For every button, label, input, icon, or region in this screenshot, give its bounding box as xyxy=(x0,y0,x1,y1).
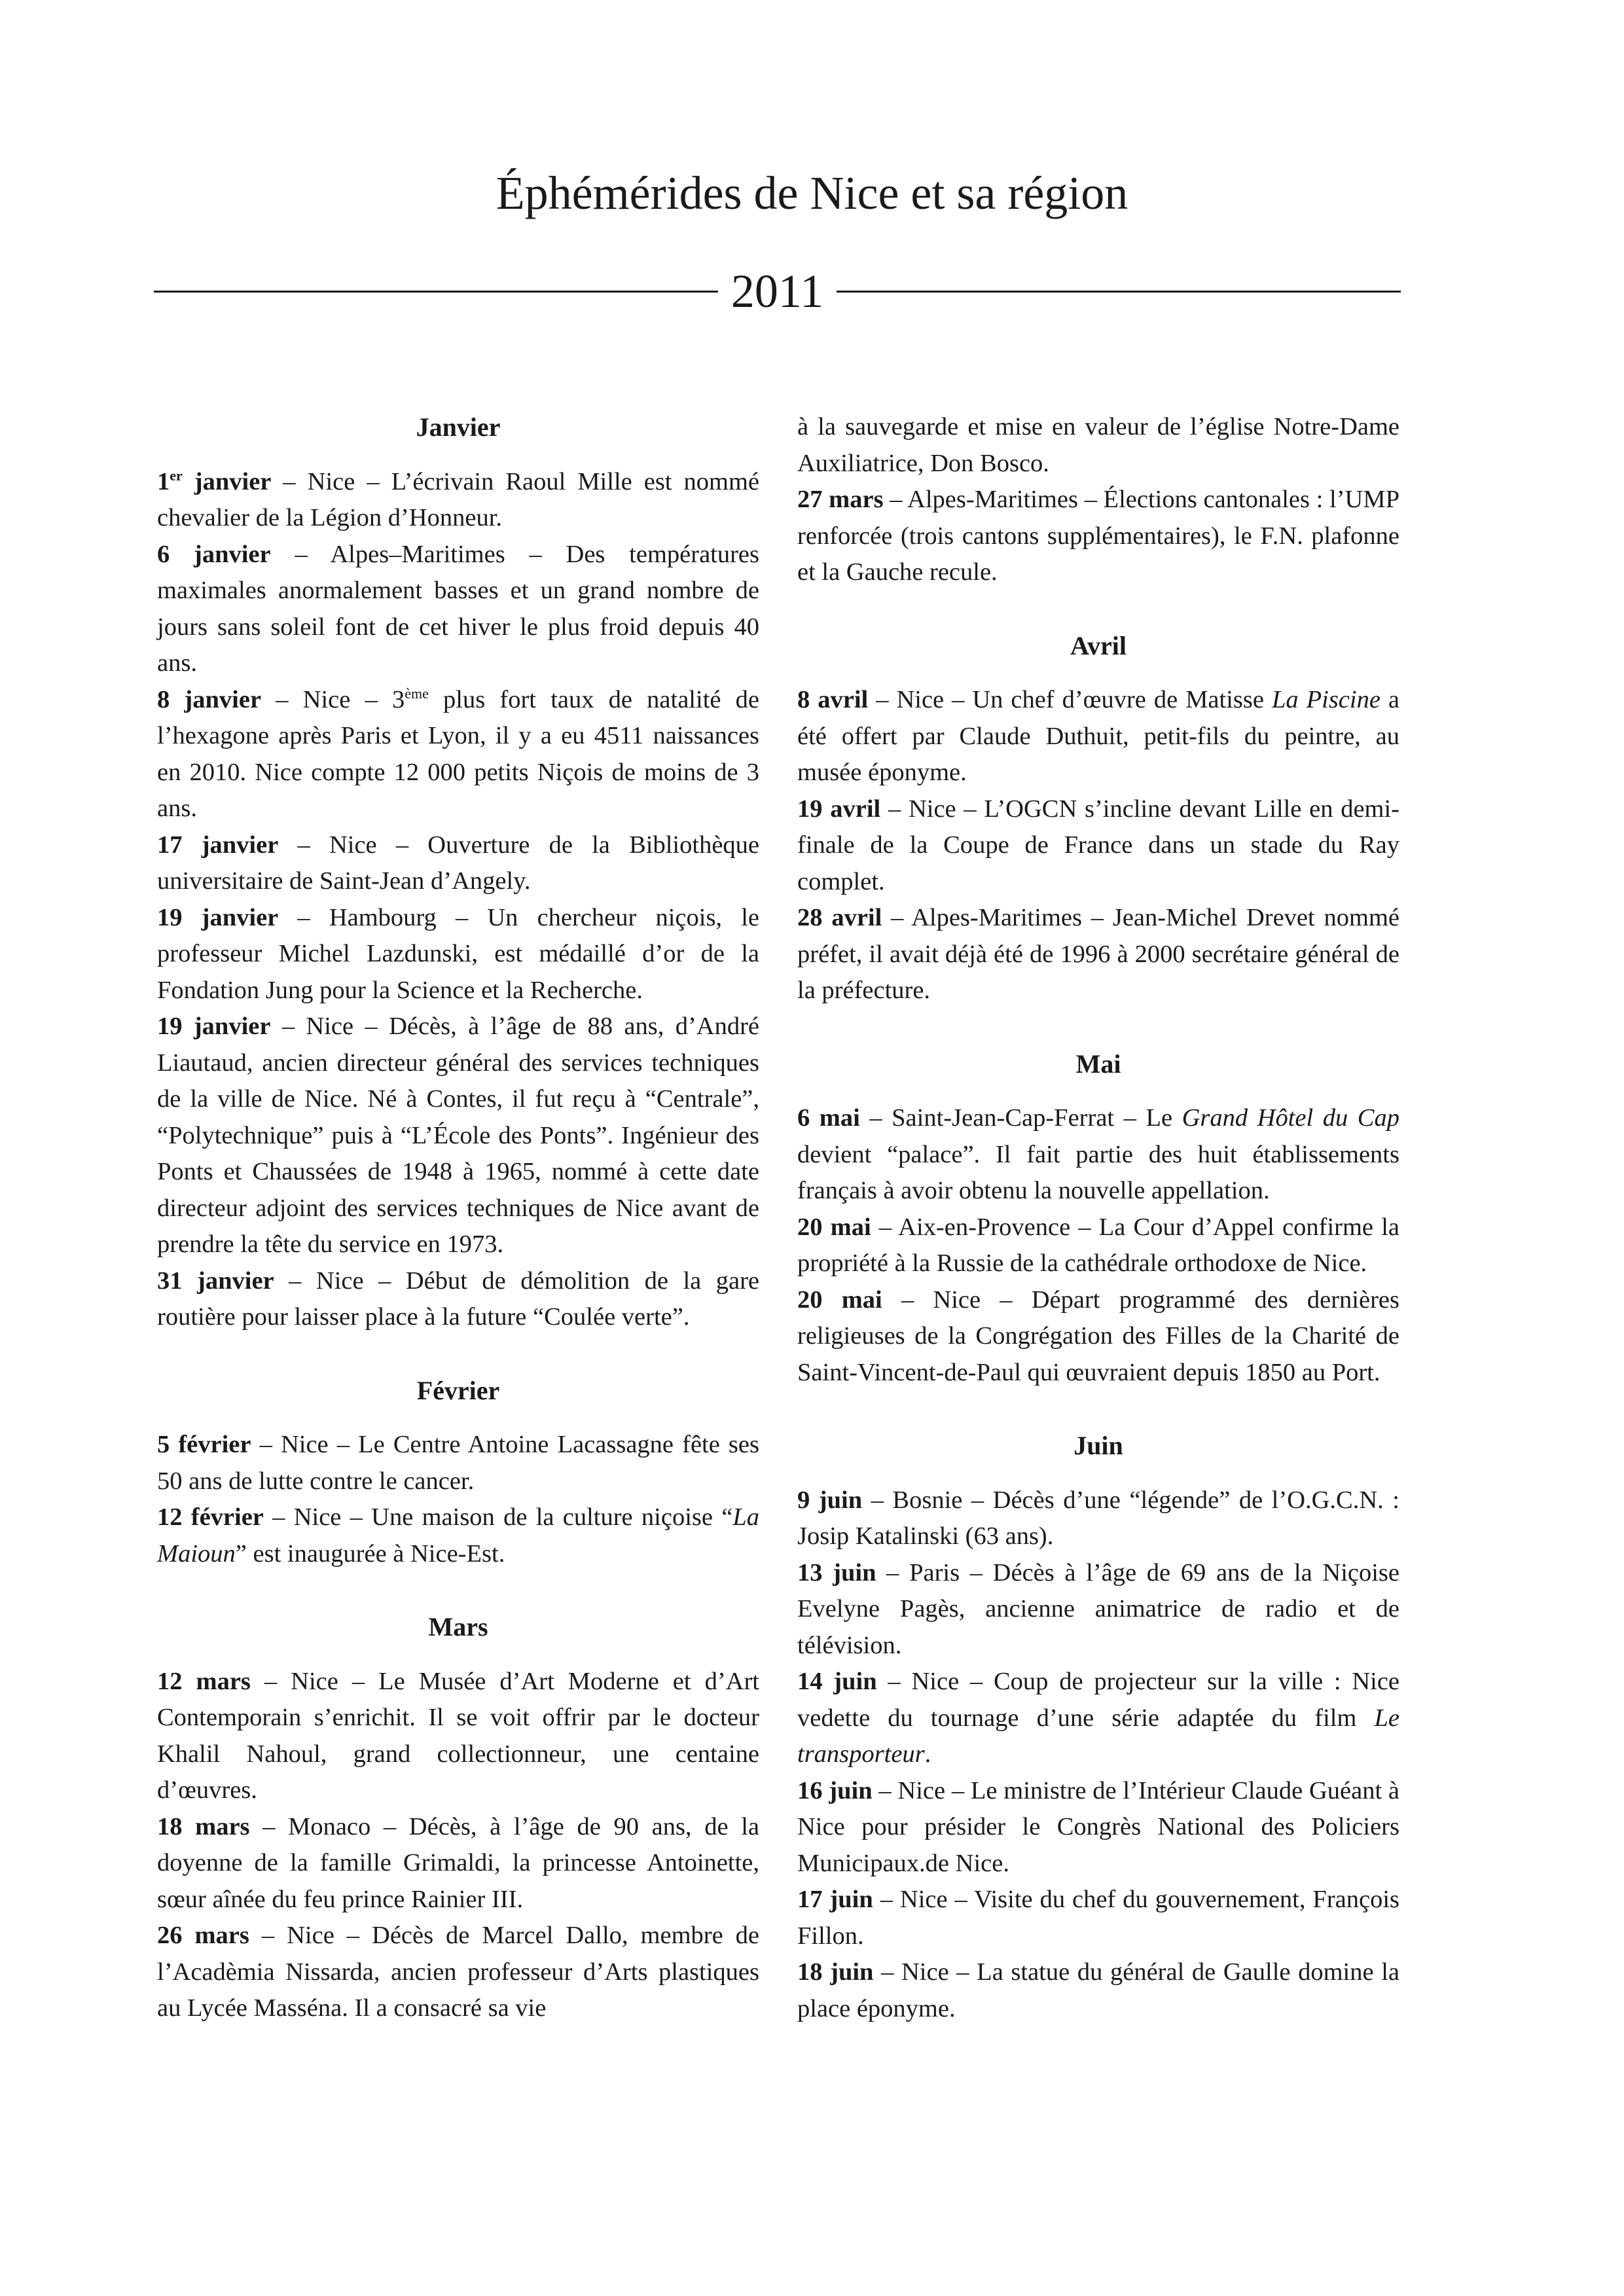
month-heading: Mars xyxy=(428,1612,488,1641)
chronology-entry xyxy=(157,682,759,827)
chronology-entry xyxy=(157,1918,759,2027)
chronology-entry xyxy=(797,1482,1399,1555)
entry-text: – Bosnie – Décès d’une “légende” de l’O.G.C.N. : Josip Katalinski (63 ans). xyxy=(797,1486,1400,1550)
entry-text: – Nice – La statue du général de Gaulle domine la place éponyme. xyxy=(797,1958,1400,2022)
entry-title-italic: La Maioun xyxy=(157,1503,760,1568)
chronology-entry xyxy=(157,537,759,682)
entry-date: 18 juin xyxy=(797,1958,874,1986)
chronology-entry xyxy=(797,482,1399,591)
section-spacer xyxy=(157,1572,759,1609)
entry-text: – Nice – Coup de projecteur sur la ville : Nice vedette du tournage d’une série adaptée du film xyxy=(797,1668,1399,1732)
chronology-entry xyxy=(157,1263,759,1336)
left-rule xyxy=(154,291,718,293)
chronology-entry xyxy=(797,409,1399,482)
entry-text: – Nice – Départ programmé des dernières religieuses de la Congrégation des Filles de la Charité de Saint-Vincent-de-Paul qui œuvraient depuis 1850 au Port. xyxy=(797,1285,1399,1386)
year-heading: 2011 xyxy=(731,265,824,317)
chronology-entry xyxy=(797,1664,1399,1773)
entry-date: 9 juin xyxy=(797,1486,863,1514)
section-spacer xyxy=(157,1408,759,1427)
entry-text: – Alpes-Maritimes – Jean-Michel Drevet nommé préfet, il avait déjà été de 1996 à 2000 secrétaire général de la préfecture. xyxy=(797,904,1400,1004)
entry-text: – Nice – Le ministre de l’Intérieur Claude Guéant à Nice pour présider le Congrès National des Policiers Municipaux.de Nice. xyxy=(797,1776,1400,1877)
chronology-entry xyxy=(797,1555,1399,1664)
entry-date: 20 mai xyxy=(797,1285,882,1314)
entry-text: – Nice – Décès de Marcel Dallo, membre de l’Acadèmia Nissarda, ancien professeur d’Arts plastiques au Lycée Masséna. Il a consacré sa vie xyxy=(157,1922,759,2022)
date-suffix: er xyxy=(170,467,183,484)
chronology-entry xyxy=(157,1499,759,1572)
section-spacer xyxy=(157,446,759,464)
entry-text: à la sauvegarde et mise en valeur de l’église Notre-Dame Auxiliatrice, Don Bosco. xyxy=(797,413,1399,477)
section-spacer xyxy=(797,1391,1399,1427)
entry-date: 12 février xyxy=(157,1503,264,1531)
entry-text: – Nice – Le Musée d’Art Moderne et d’Art Contemporain s’enrichit. Il se voit offrir par le docteur Khalil Nahoul, grand collectionneur, une centaine d’œuvres. xyxy=(157,1667,759,1804)
section-spacer xyxy=(797,1009,1399,1046)
entry-text: devient “palace”. Il fait partie des huit établissements français à avoir obtenu la nouvelle appellation. xyxy=(797,1140,1399,1204)
entry-date: 1er janvier xyxy=(157,467,272,495)
right-rule xyxy=(837,291,1401,293)
entry-text: plus fort taux de natalité de l’hexagone après Paris et Lyon, il y a eu 4511 naissances en 2010. Nice compte 12 000 petits Niçois de moins de 3 ans. xyxy=(157,685,760,822)
page-title: Éphémérides de Nice et sa région xyxy=(496,167,1128,219)
entry-date: 6 janvier xyxy=(157,540,271,568)
entry-text: – Nice – Visite du chef du gouvernement, François Fillon. xyxy=(797,1886,1399,1950)
chronology-entry xyxy=(157,827,759,900)
month-heading: Février xyxy=(416,1375,500,1405)
entry-text: – Paris – Décès à l’âge de 69 ans de la Niçoise Evelyne Pagès, ancienne animatrice de radio et de télévision. xyxy=(797,1558,1399,1659)
entry-date: 27 mars xyxy=(797,486,884,513)
month-heading: Avril xyxy=(1070,630,1127,660)
entry-text: ” est inaugurée à Nice-Est. xyxy=(235,1539,505,1568)
section-spacer xyxy=(797,1082,1399,1100)
entry-text: – Nice – 3 xyxy=(261,685,405,713)
entry-date: 5 février xyxy=(157,1431,251,1458)
section-spacer xyxy=(797,591,1399,628)
year-divider xyxy=(154,259,1401,324)
entry-date: 18 mars xyxy=(157,1812,250,1840)
entry-text: – Nice – Un chef d’œuvre de Matisse xyxy=(868,686,1272,713)
chronology-entry xyxy=(797,1882,1399,1954)
chronology-entry xyxy=(797,1100,1399,1210)
entry-title-italic: La Piscine xyxy=(1271,686,1380,713)
entry-title-italic: Le transporteur xyxy=(797,1704,1399,1768)
entry-title-italic: Grand Hôtel du Cap xyxy=(1182,1104,1399,1132)
entry-date: 20 mai xyxy=(797,1213,871,1241)
chronology-entry xyxy=(797,1210,1399,1282)
section-spacer xyxy=(797,664,1399,682)
chronology-entry xyxy=(157,464,759,537)
entry-text: . xyxy=(924,1740,931,1768)
chronology-entry xyxy=(157,1809,759,1918)
entry-text: – Nice – Décès, à l’âge de 88 ans, d’André Liautaud, ancien directeur général des services techniques de la ville de Nice. Né à Contes, il fut reçu à “Centrale”, “Polytechnique” puis à “L’École des Ponts”. Ingénieur des Ponts et Chaussées de 1948 à 1965, nommé à cette date directeur adjoint des services techniques de Nice avant de prendre la tête du service en 1973. xyxy=(157,1013,759,1258)
entry-text: – Nice – L’écrivain Raoul Mille est nommé chevalier de la Légion d’Honneur. xyxy=(157,467,759,531)
entry-text: – Alpes–Maritimes – Des températures maximales anormalement basses et un grand nombre de jours sans soleil font de cet hiver le plus froid depuis 40 ans. xyxy=(157,540,760,677)
entry-text: – Nice – Début de démolition de la gare routière pour laisser place à la future “Coulée verte”. xyxy=(157,1266,760,1331)
chronology-entry xyxy=(797,900,1399,1009)
entry-date: 26 mars xyxy=(157,1922,249,1949)
month-heading: Juin xyxy=(1074,1431,1123,1460)
entry-date: 6 mai xyxy=(797,1104,860,1132)
entry-date: 8 avril xyxy=(797,686,869,713)
month-heading: Janvier xyxy=(416,412,501,442)
entry-text: – Nice – Ouverture de la Bibliothèque universitaire de Saint-Jean d’Angely. xyxy=(157,831,759,895)
entry-date: 19 janvier xyxy=(157,1013,271,1040)
entry-date: 17 janvier xyxy=(157,831,279,859)
chronology-entry xyxy=(157,1664,759,1809)
entry-text: – Saint-Jean-Cap-Ferrat – Le xyxy=(859,1104,1182,1132)
entry-date: 17 juin xyxy=(797,1886,873,1913)
chronology-entry xyxy=(797,1773,1399,1882)
section-spacer xyxy=(157,1336,759,1372)
entry-date: 13 juin xyxy=(797,1558,876,1587)
entry-date: 14 juin xyxy=(797,1668,877,1695)
chronology-entry xyxy=(797,1282,1399,1391)
month-heading: Mai xyxy=(1075,1049,1121,1079)
chronology-entry xyxy=(157,1009,759,1263)
entry-text: – Hambourg – Un chercheur niçois, le professeur Michel Lazdunski, est médaillé d’or de la Fondation Jung pour la Science et la Recherche. xyxy=(157,903,759,1004)
chronology-entry xyxy=(157,900,759,1009)
entry-text: – Alpes-Maritimes – Élections cantonales : l’UMP renforcée (trois cantons supplémentaires), le F.N. plafonne et la Gauche recule. xyxy=(797,486,1399,586)
chronology-entry xyxy=(797,791,1399,901)
entry-text: – Nice – L’OGCN s’incline devant Lille en demi-finale de la Coupe de France dans un stade du Ray complet. xyxy=(797,795,1399,895)
entry-date: 8 janvier xyxy=(157,685,262,713)
entry-text: – Aix-en-Provence – La Cour d’Appel confirme la propriété à la Russie de la cathédrale orthodoxe de Nice. xyxy=(797,1213,1399,1277)
entry-date: 16 juin xyxy=(797,1776,873,1804)
entry-date: 19 janvier xyxy=(157,903,279,931)
entry-date: 12 mars xyxy=(157,1667,251,1695)
entry-text: – Nice – Le Centre Antoine Lacassagne fête ses 50 ans de lutte contre le cancer. xyxy=(157,1431,759,1495)
entry-date: 19 avril xyxy=(797,795,881,823)
entry-text: a été offert par Claude Duthuit, petit-fils du peintre, au musée éponyme. xyxy=(797,686,1399,786)
ordinal-suffix: ème xyxy=(405,685,429,702)
section-spacer xyxy=(797,1464,1399,1482)
entry-text: – Monaco – Décès, à l’âge de 90 ans, de la doyenne de la famille Grimaldi, la princesse Antoinette, sœur aînée du feu prince Rainier III. xyxy=(157,1812,759,1913)
chronology-entry xyxy=(797,682,1399,791)
chronology-entry xyxy=(797,1954,1399,2027)
left-column xyxy=(157,409,759,2027)
entry-text: – Nice – Une maison de la culture niçoise “ xyxy=(263,1503,733,1531)
right-column xyxy=(797,409,1399,2027)
entry-date: 28 avril xyxy=(797,904,882,931)
section-spacer xyxy=(157,1645,759,1664)
entry-date: 31 janvier xyxy=(157,1266,274,1295)
chronology-entry xyxy=(157,1427,759,1499)
